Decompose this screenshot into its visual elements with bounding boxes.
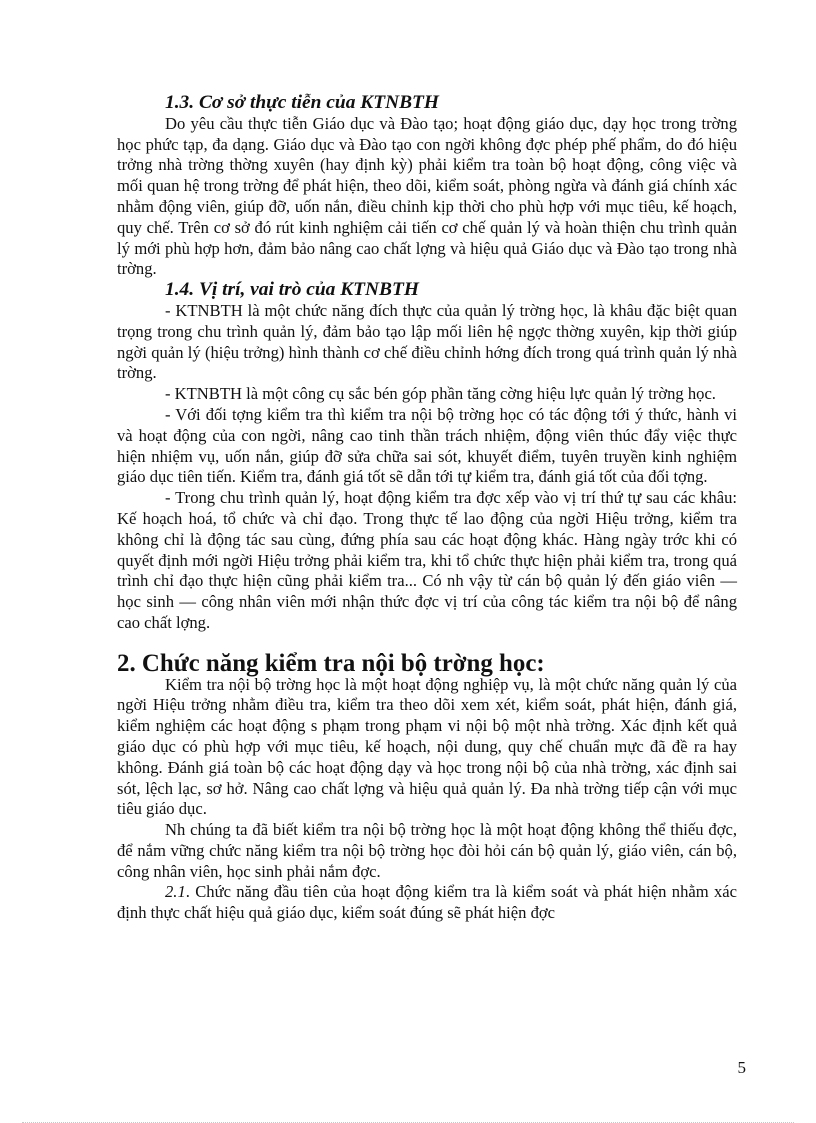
item-2-1-text: . Chức năng đầu tiên của hoạt động kiểm tra là kiểm soát và phát hiện nhằm xác định thực chất hiệu quả giáo dục, kiểm soát đúng sẽ phát hiện đợc [117,882,737,923]
paragraph-1-4-1: - KTNBTH là một chức năng đích thực của quản lý trờng học, là khâu đặc biệt quan trọng trong chu trình quản lý, đảm bảo tạo lập mối liên hệ ngợc thờng xuyên, kịp thời giúp ngời quản lý (hiệu trởng) hình thành cơ chế điều chỉnh hớng đích trong quá trình quản lý nhà trờng. [117,300,737,383]
paragraph-2-item-2-1 [117,882,737,924]
paragraph-1-3-1: Do yêu cầu thực tiễn Giáo dục và Đào tạo; hoạt động giáo dục, dạy học trong trờng học phức tạp, đa dạng. Giáo dục và Đào tạo con ngời không đợc phép phế phẩm, do đó hiệu trởng nhà trờng thờng xuyên (hay định kỳ) phải kiểm tra toàn bộ hoạt động, công việc và mối quan hệ trong trờng để phát hiện, theo dõi, kiểm soát, phòng ngừa và đánh giá chính xác nhằm động viên, giúp đỡ, uốn nắn, điều chỉnh kịp thời cho phù hợp với mục tiêu, kế hoạch, quy chế. Trên cơ sở đó rút kinh nghiệm cải tiến cơ chế quản lý và hoàn thiện chu trình quản lý mới phù hợp hơn, đảm bảo nâng cao chất lợng và hiệu quả Giáo dục và Đào tạo trong nhà trờng. [117,113,737,279]
item-2-1-number: 2.1 [165,882,186,902]
heading-section-2: 2. Chức năng kiểm tra nội bộ trờng học: [117,649,545,677]
paragraph-2-1: Kiểm tra nội bộ trờng học là một hoạt động nghiệp vụ, là một chức năng quản lý của ngời Hiệu trởng nhằm điều tra, kiểm tra theo dõi xem xét, kiểm soát, phát hiện, đánh giá, kiểm nghiệm các hoạt động s phạm trong phạm vi nội bộ một nhà trờng. Xác định kết quả giáo dục có phù hợp với mục tiêu, kế hoạch, nội dung, quy chế chuẩn mực đã đề ra hay không. Đánh giá toàn bộ các hoạt động dạy và học trong nội bộ của nhà trờng, xác định sai sót, lệch lạc, sơ hở. Nâng cao chất lợng và hiệu quả quản lý. Đa nhà trờng tiếp cận với mục tiêu giáo dục. [117,674,737,819]
page-number: 5 [737,1058,746,1077]
document-body [117,93,737,924]
paragraph-1-4-3: - Với đối tợng kiểm tra thì kiểm tra nội bộ trờng học có tác động tới ý thức, hành vi và hoạt động của con ngời, nâng cao tinh thần trách nhiệm, động viên thúc đẩy việc thực hiện nhiệm vụ, uốn nắn, giúp đỡ sửa chữa sai sót, khuyết điểm, tuyên truyền kinh nghiệm giáo dục tiên tiến. Kiểm tra, đánh giá tốt sẽ dẫn tới tự kiểm tra, đánh giá tốt của đối tợng. [117,404,737,487]
paragraph-1-4-2: - KTNBTH là một công cụ sắc bén góp phần tăng cờng hiệu lực quản lý trờng học. [165,384,716,404]
heading-section-1-4: 1.4. Vị trí, vai trò của KTNBTH [165,279,419,301]
paragraph-1-4-4: - Trong chu trình quản lý, hoạt động kiểm tra đợc xếp vào vị trí thứ tự sau các khâu: Kế hoạch hoá, tổ chức và chỉ đạo. Trong thực tế lao động của ngời Hiệu trởng, kiểm tra không chỉ là động tác sau cùng, đứng phía sau các hoạt động khác. Hàng ngày trớc khi có quyết định mới ngời Hiệu trởng phải kiểm tra, khi tổ chức thực hiện phải kiểm tra, trong quá trình chỉ đạo thực hiện cũng phải kiểm tra... Có nh vậy từ cán bộ quản lý đến giáo viên — học sinh — công nhân viên mới nhận thức đợc vị trí của công tác kiểm tra nội bộ để nâng cao chất lợng. [117,488,737,632]
paragraph-2-2: Nh chúng ta đã biết kiểm tra nội bộ trờng học là một hoạt động không thể thiếu đợc, để nắm vững chức năng kiểm tra nội bộ trờng học đòi hỏi cán bộ quản lý, giáo viên, cán bộ, công nhân viên, học sinh phải nắm đợc. [117,820,737,881]
heading-section-1-3: 1.3. Cơ sở thực tiễn của KTNBTH [165,92,439,113]
